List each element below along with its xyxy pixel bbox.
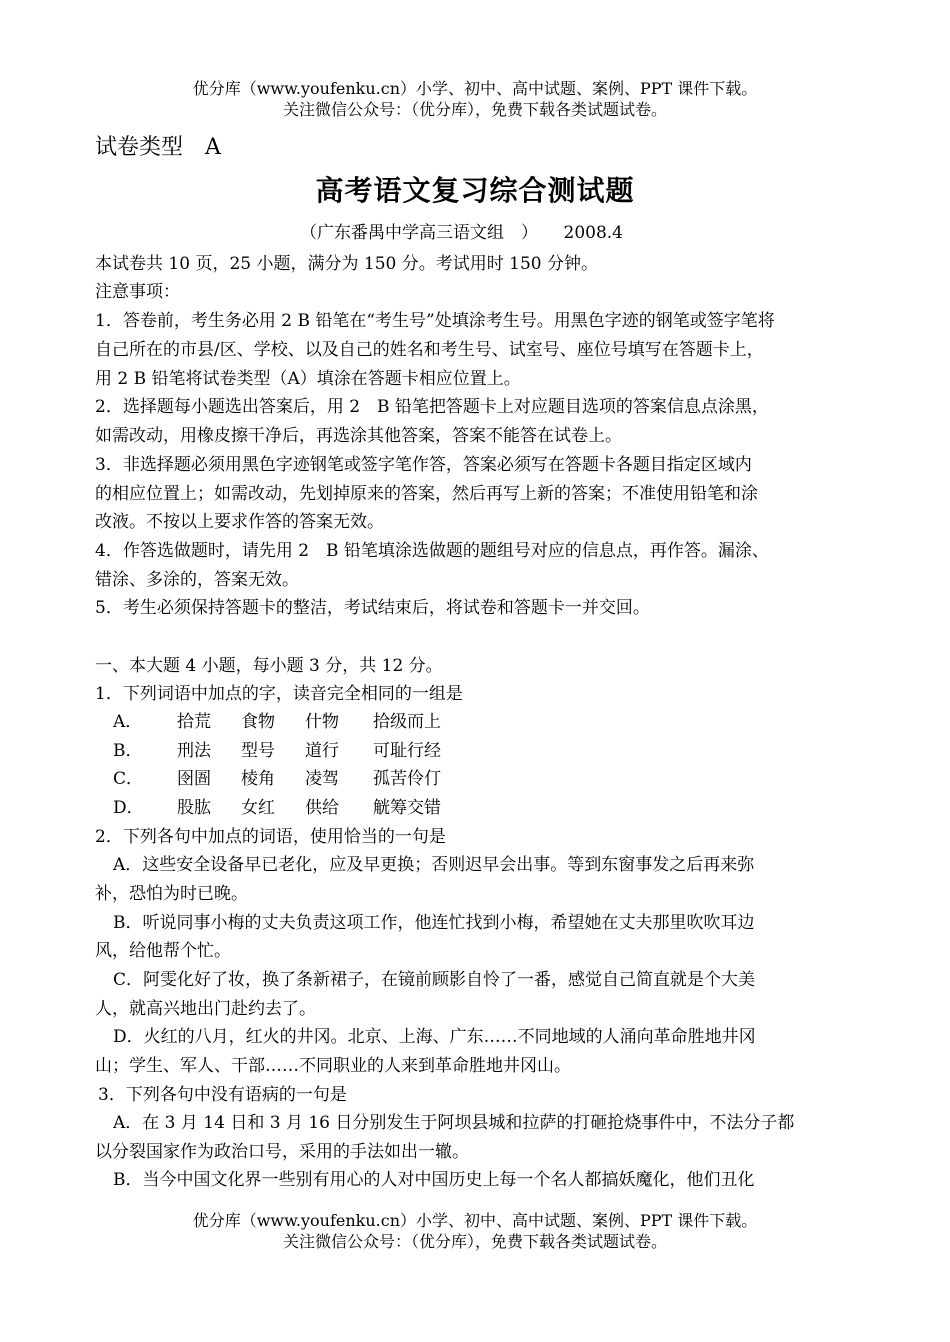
note-line: 如需改动，用橡皮擦干净后，再选涂其他答案，答案不能答在试卷上。 <box>95 426 622 446</box>
footer-line-1: 优分库（www.youfenku.cn）小学、初中、高中试题、案例、PPT 课件下载。 <box>192 1211 758 1230</box>
option-label: B． <box>113 741 143 761</box>
note-line: 5．考生必须保持答题卡的整洁，考试结束后，将试卷和答题卡一并交回。 <box>95 598 650 618</box>
question-stem: 1．下列词语中加点的字，读音完全相同的一组是 <box>95 684 463 704</box>
q2-line: 山；学生、军人、干部……不同职业的人来到革命胜地井冈山。 <box>95 1056 571 1076</box>
option-word: 囹圄 <box>177 769 211 789</box>
option-label: A． <box>113 712 143 732</box>
option-word: 股肱 <box>177 798 211 818</box>
option-word: 棱角 <box>241 769 275 789</box>
question-stem: 2．下列各句中加点的词语，使用恰当的一句是 <box>95 827 446 847</box>
option-word: 拾荒 <box>177 712 211 732</box>
option-word: 孤苦伶仃 <box>373 769 441 789</box>
q2-line: B．听说同事小梅的丈夫负责这项工作，他连忙找到小梅，希望她在丈夫那里吹吹耳边 <box>113 913 755 933</box>
intro-text: 本试卷共 10 页，25 小题，满分为 150 分。考试用时 150 分钟。 <box>95 254 598 274</box>
q1-option-a <box>113 711 441 733</box>
option-word: 觥筹交错 <box>373 798 441 818</box>
q2-line: 风，给他帮个忙。 <box>95 941 231 961</box>
q2-line: 人，就高兴地出门赴约去了。 <box>95 999 316 1019</box>
q2-line: D．火红的八月，红火的井冈。北京、上海、广东……不同地域的人涌向革命胜地井冈 <box>113 1027 756 1047</box>
q2-line: C．阿雯化好了妆，换了条新裙子，在镜前顾影自怜了一番，感觉自己简直就是个大美 <box>113 970 756 990</box>
note-line: 用 2 B 铅笔将试卷类型（A）填涂在答题卡相应位置上。 <box>95 369 521 389</box>
header-line-1: 优分库（www.youfenku.cn）小学、初中、高中试题、案例、PPT 课件下载。 <box>192 79 758 98</box>
note-line: 自己所在的市县/区、学校、以及自己的姓名和考生号、试室号、座位号填写在答题卡上， <box>95 340 764 360</box>
subtitle: （广东番禺中学高三语文组 ） 2008.4 <box>300 223 623 243</box>
q1-option-c <box>113 768 441 790</box>
option-word: 刑法 <box>177 741 211 761</box>
header-line-2: 关注微信公众号：（优分库），免费下载各类试题试卷。 <box>282 100 667 119</box>
option-word: 供给 <box>305 798 339 818</box>
note-line: 错涂、多涂的，答案无效。 <box>95 570 299 590</box>
note-line: 4．作答选做题时，请先用 2 B 铅笔填涂选做题的题组号对应的信息点，再作答。漏涂、 <box>95 541 769 561</box>
notes-heading: 注意事项： <box>95 282 180 302</box>
note-line: 改液。不按以上要求作答的答案无效。 <box>95 512 384 532</box>
option-word: 道行 <box>305 741 339 761</box>
page-title: 高考语文复习综合测试题 <box>315 174 635 207</box>
question-stem: 3．下列各句中没有语病的一句是 <box>98 1085 347 1105</box>
q3-line: 以分裂国家作为政治口号，采用的手法如出一辙。 <box>95 1142 469 1162</box>
q1-option-d <box>113 797 441 819</box>
note-line: 3．非选择题必须用黑色字迹钢笔或签字笔作答，答案必须写在答题卡各题目指定区域内 <box>95 455 752 475</box>
note-line: 1．答卷前，考生务必用 2 B 铅笔在“考生号”处填涂考生号。用黑色字迹的钢笔或签字笔将 <box>95 311 775 331</box>
option-word: 凌驾 <box>305 769 339 789</box>
option-word: 食物 <box>241 712 275 732</box>
option-word: 型号 <box>241 741 275 761</box>
option-word: 女红 <box>241 798 275 818</box>
option-word: 可耻行经 <box>373 741 441 761</box>
q2-line: 补，恐怕为时已晚。 <box>95 884 248 904</box>
note-line: 的相应位置上；如需改动，先划掉原来的答案，然后再写上新的答案；不准使用铅笔和涂 <box>95 484 758 504</box>
footer-line-2: 关注微信公众号：（优分库），免费下载各类试题试卷。 <box>282 1232 667 1251</box>
option-label: C． <box>113 769 144 789</box>
q3-line: B．当今中国文化界一些别有用心的人对中国历史上每一个名人都搞妖魔化，他们丑化 <box>113 1170 755 1190</box>
paper-type: 试卷类型 A <box>95 135 221 160</box>
q1-option-b <box>113 740 441 762</box>
section-heading: 一、本大题 4 小题，每小题 3 分，共 12 分。 <box>95 656 443 676</box>
q3-line: A．在 3 月 14 日和 3 月 16 日分别发生于阿坝县城和拉萨的打砸抢烧事件中，不法分子都 <box>113 1113 795 1133</box>
option-word: 什物 <box>305 712 339 732</box>
page-footer <box>0 1210 950 1252</box>
q2-line: A．这些安全设备早已老化，应及早更换；否则迟早会出事。等到东窗事发之后再来弥 <box>113 855 755 875</box>
option-label: D． <box>113 798 144 818</box>
option-word: 拾级而上 <box>373 712 441 732</box>
note-line: 2．选择题每小题选出答案后，用 2 B 铅笔把答题卡上对应题目选项的答案信息点涂黑， <box>95 397 769 417</box>
page-header <box>0 78 950 120</box>
